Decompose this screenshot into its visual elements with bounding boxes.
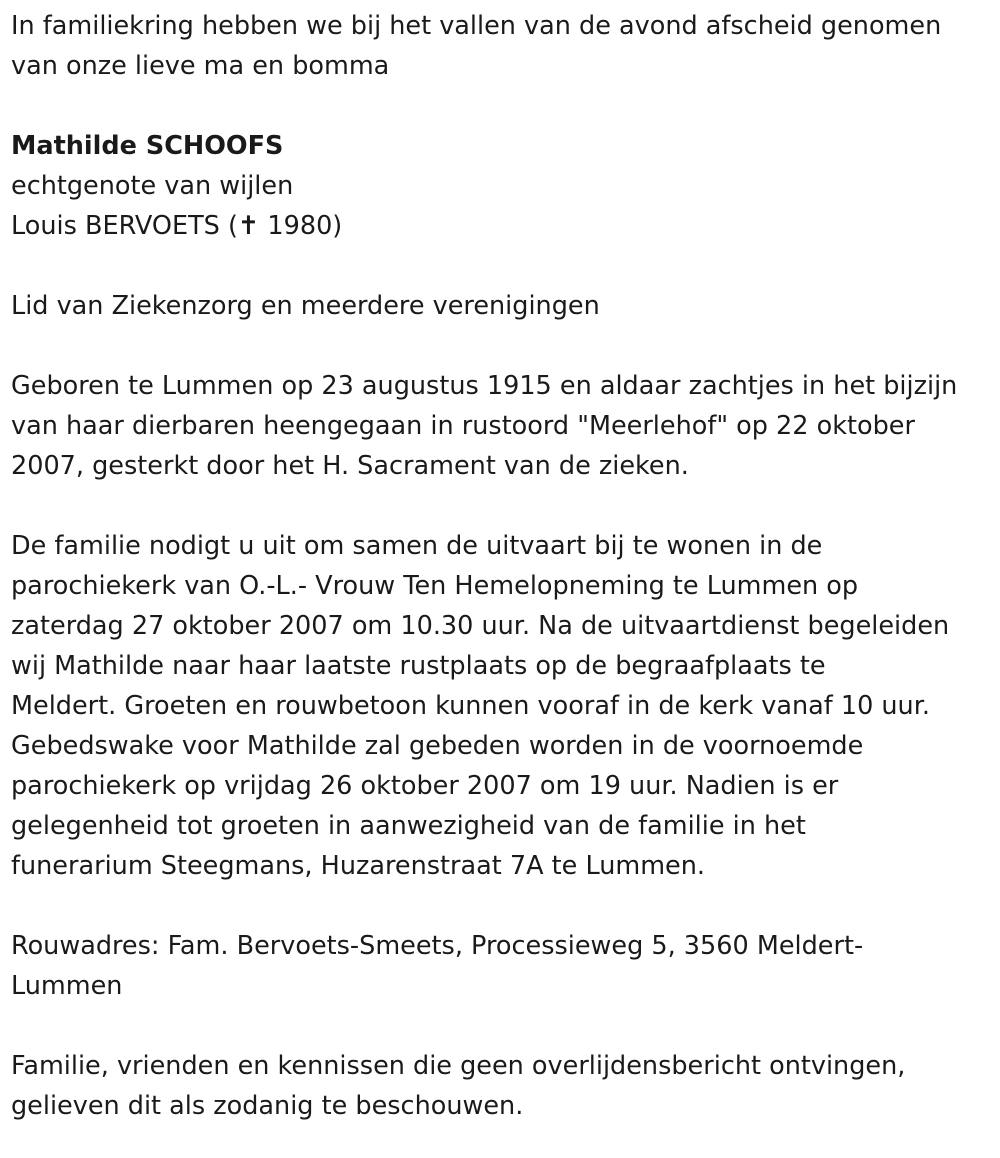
birth-death-paragraph (11, 366, 996, 486)
spouse-paragraph (11, 166, 996, 246)
spouse-line: Louis BERVOETS (✝ 1980) (11, 211, 343, 241)
closing-line: Familie, vrienden en kennissen die geen overlijdensbericht ontvingen, (11, 1051, 906, 1081)
spouse-line: echtgenote van wijlen (11, 171, 294, 201)
death-notice (11, 6, 996, 1126)
funeral-line: Meldert. Groeten en rouwbetoon kunnen vooraf in de kerk vanaf 10 uur. (11, 691, 930, 721)
paragraph-spacer (11, 86, 996, 126)
membership-line: Lid van Ziekenzorg en meerdere verenigingen (11, 291, 600, 321)
intro-paragraph (11, 6, 996, 86)
funeral-line: Gebedswake voor Mathilde zal gebeden worden in de voornoemde (11, 731, 864, 761)
closing-paragraph (11, 1046, 996, 1126)
intro-line: van onze lieve ma en bomma (11, 51, 390, 81)
paragraph-spacer (11, 246, 996, 286)
paragraph-spacer (11, 486, 996, 526)
birth-death-line: van haar dierbaren heengegaan in rustoord "Meerlehof" op 22 oktober (11, 411, 915, 441)
deceased-name: Mathilde SCHOOFS (11, 131, 284, 161)
address-line: Rouwadres: Fam. Bervoets-Smeets, Processieweg 5, 3560 Meldert- (11, 931, 864, 961)
funeral-line: wij Mathilde naar haar laatste rustplaats op de begraafplaats te (11, 651, 826, 681)
paragraph-spacer (11, 886, 996, 926)
funeral-line: zaterdag 27 oktober 2007 om 10.30 uur. Na de uitvaartdienst begeleiden (11, 611, 950, 641)
funeral-line: De familie nodigt u uit om samen de uitvaart bij te wonen in de (11, 531, 823, 561)
address-line: Lummen (11, 971, 123, 1001)
intro-line: In familiekring hebben we bij het vallen van de avond afscheid genomen (11, 11, 942, 41)
birth-death-line: 2007, gesterkt door het H. Sacrament van de zieken. (11, 451, 689, 481)
funeral-line: parochiekerk van O.-L.- Vrouw Ten Hemelopneming te Lummen op (11, 571, 859, 601)
closing-line: gelieven dit als zodanig te beschouwen. (11, 1091, 524, 1121)
funeral-paragraph (11, 526, 996, 886)
funeral-line: parochiekerk op vrijdag 26 oktober 2007 om 19 uur. Nadien is er (11, 771, 839, 801)
birth-death-line: Geboren te Lummen op 23 augustus 1915 en aldaar zachtjes in het bijzijn (11, 371, 958, 401)
paragraph-spacer (11, 326, 996, 366)
funeral-line: gelegenheid tot groeten in aanwezigheid van de familie in het (11, 811, 806, 841)
address-paragraph (11, 926, 996, 1006)
paragraph-spacer (11, 1006, 996, 1046)
funeral-line: funerarium Steegmans, Huzarenstraat 7A te Lummen. (11, 851, 706, 881)
